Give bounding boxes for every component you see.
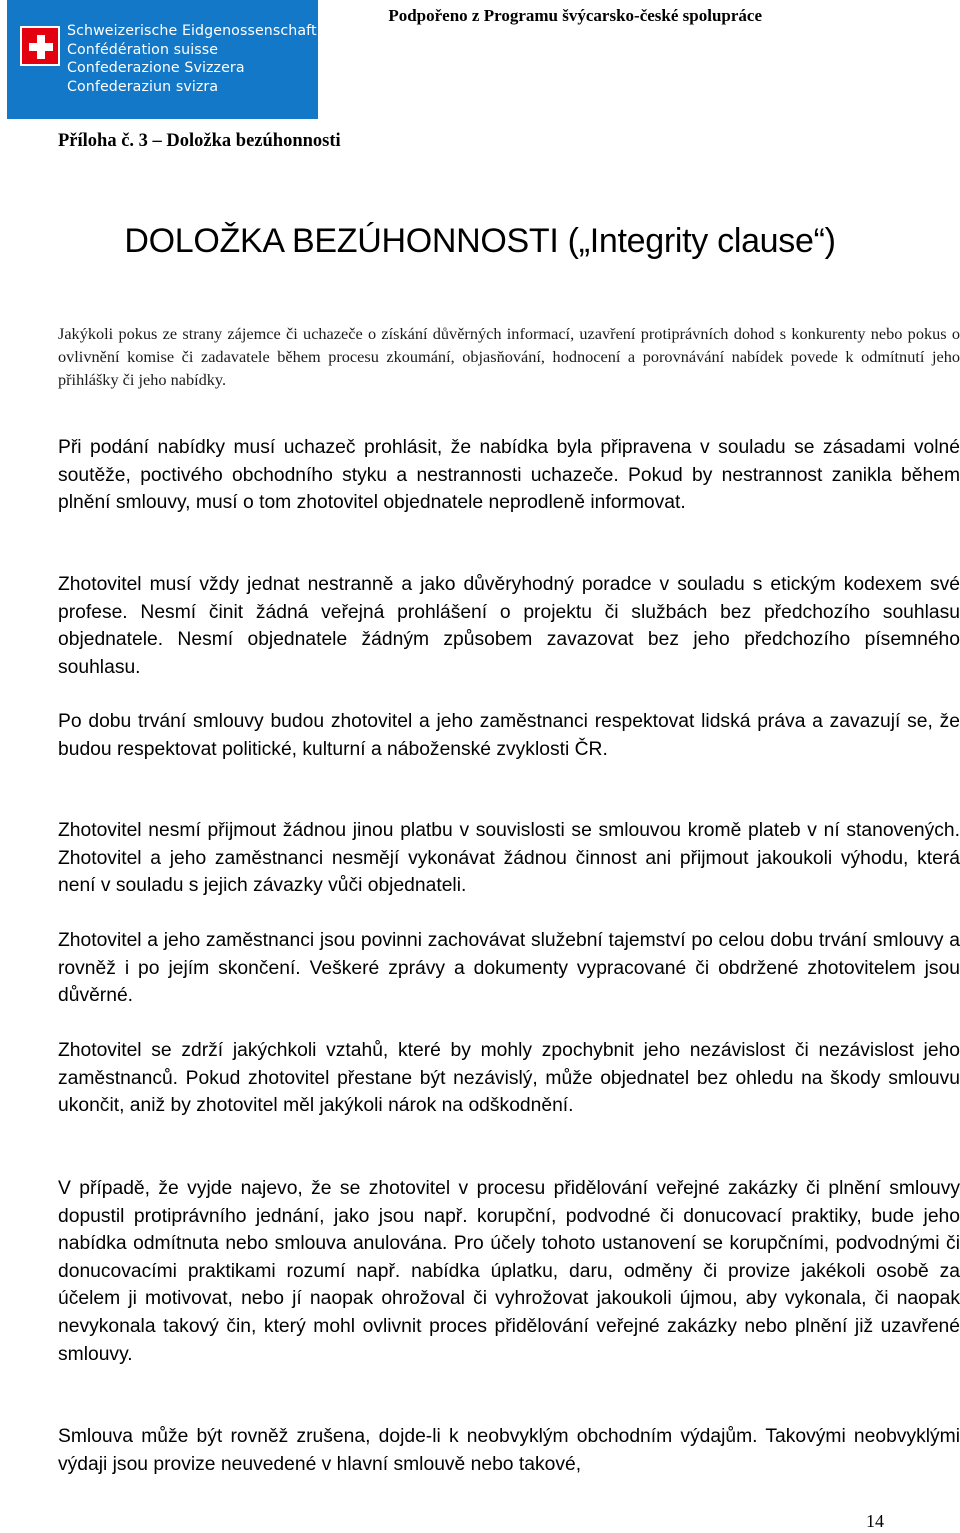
paragraph: Zhotovitel se zdrží jakýchkoli vztahů, které by mohly zpochybnit jeho nezávislost či nezávislost jeho zaměstnanců. Pokud zhotovitel přestane být nezávislý, může objednatel bez ohledu na škody smlouvu ukončit, aniž by zhotovitel měl jakýkoli nárok na odškodnění. bbox=[58, 1040, 960, 1117]
appendix-label: Příloha č. 3 – Doložka bezúhonnosti bbox=[58, 131, 341, 151]
swiss-confederation-logo bbox=[7, 0, 318, 119]
intro-paragraph: Jakýkoli pokus ze strany zájemce či uchazeče o získání důvěrných informací, uzavření protiprávních dohod s konkurenty nebo pokus o ovlivnění komise či zadavatele během procesu zkoumání, objasňování, hodnocení a porovnávání nabídek povede k odmítnutí jeho přihlášky či jeho nabídky. bbox=[58, 324, 960, 389]
paragraph: V případě, že vyjde najevo, že se zhotovitel v procesu přidělování veřejné zakázky či plnění smlouvy dopustil protiprávního jednání, jako jsou např. korupční, podvodné či donucovací praktiky, bude jeho nabídka odmítnuta nebo smlouva anulována. Pro účely tohoto ustanovení se korupčními, podvodnými či donucovacími praktikami rozumí např. nabídka úplatku, daru, odměny či provize jakékoli osobě za účelem ji motivovat, nebo jí naopak ohrožoval či vyhrožovat jakoukoli újmou, aby vykonala, či naopak nevykonala takový čin, který mohl ovlivnit proces přidělování veřejné zakázky nebo plnění již uzavřené smlouvy. bbox=[58, 1178, 960, 1365]
logo-line: Schweizerische Eidgenossenschaft bbox=[67, 23, 317, 39]
logo-line: Confederaziun svizra bbox=[67, 78, 219, 95]
document-title: DOLOŽKA BEZÚHONNOSTI („Integrity clause“) bbox=[124, 222, 836, 260]
paragraph: Zhotovitel nesmí přijmout žádnou jinou platbu v souvislosti se smlouvou kromě plateb v ní stanovených. Zhotovitel a jeho zaměstnanci nesmějí vykonávat žádnou činnost ani přijmout jakoukoli výhodu, která není v souladu s jejich závazky vůči objednateli. bbox=[58, 820, 960, 897]
logo-line: Confédération suisse bbox=[67, 41, 219, 58]
paragraph: Po dobu trvání smlouvy budou zhotovitel a jeho zaměstnanci respektovat lidská práva a zavazují se, že budou respektovat politické, kulturní a náboženské zvyklosti ČR. bbox=[58, 711, 960, 760]
paragraph: Smlouva může být rovněž zrušena, dojde-li k neobvyklým obchodním výdajům. Takovými neobvyklými výdaji jsou provize neuvedené v hlavní smlouvě nebo takové, bbox=[58, 1426, 960, 1475]
paragraph: Zhotovitel a jeho zaměstnanci jsou povinni zachovávat služební tajemství po celou dobu trvání smlouvy a rovněž i po jejím skončení. Veškeré zprávy a dokumenty vypracované či obdržené zhotovitelem jsou důvěrné. bbox=[58, 930, 960, 1007]
header-note: Podpořeno z Programu švýcarsko-české spolupráce bbox=[388, 6, 762, 25]
swiss-flag-icon bbox=[20, 26, 60, 66]
paragraph: Zhotovitel musí vždy jednat nestranně a jako důvěryhodný poradce v souladu s etickým kodexem své profese. Nesmí činit žádná veřejná prohlášení o projektu či službách bez předchozího souhlasu objednatele. Nesmí objednatele žádným způsobem zavazovat bez jeho předchozího písemného souhlasu. bbox=[58, 574, 960, 678]
logo-text bbox=[67, 22, 317, 96]
logo-line: Confederazione Svizzera bbox=[67, 60, 245, 76]
page-number: 14 bbox=[866, 1511, 884, 1531]
paragraph: Při podání nabídky musí uchazeč prohlásit, že nabídka byla připravena v souladu se zásadami volné soutěže, poctivého obchodního styku a nestrannosti uchazeče. Pokud by nestrannost zanikla během plnění smlouvy, musí o tom zhotovitel objednatele neprodleně informovat. bbox=[58, 437, 960, 514]
